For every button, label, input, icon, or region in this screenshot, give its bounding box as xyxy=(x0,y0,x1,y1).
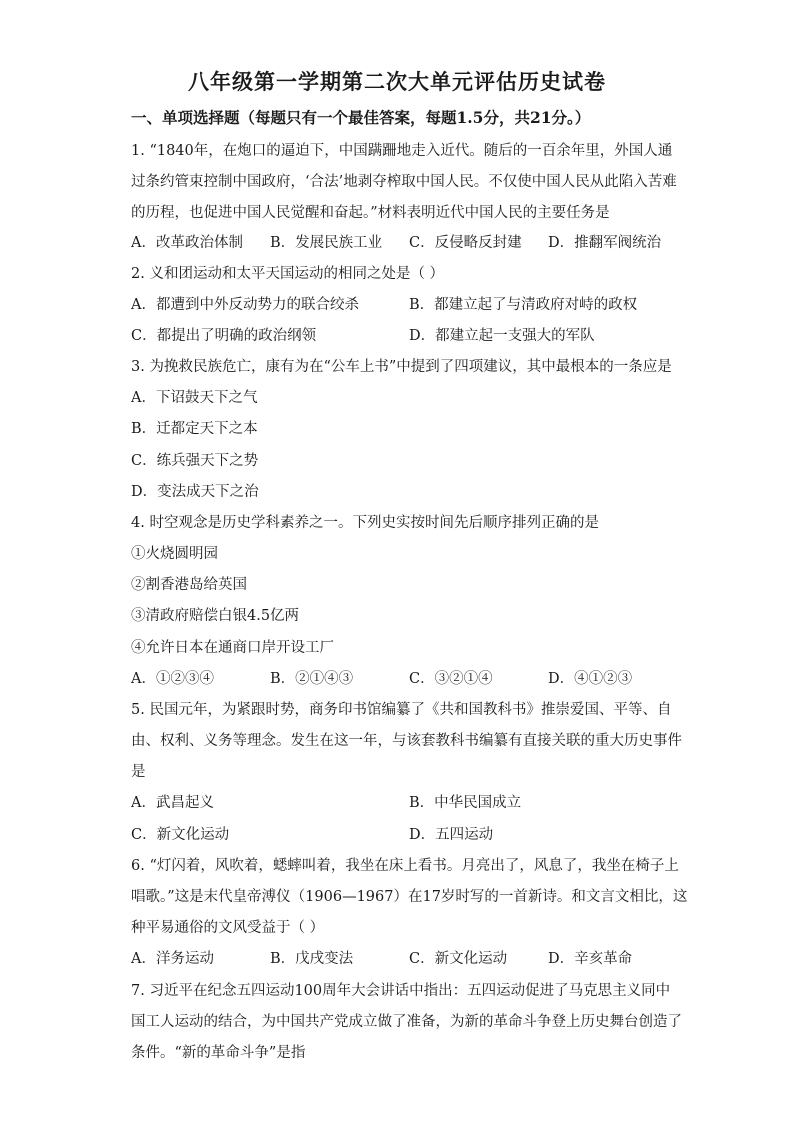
q1-option-a[interactable]: A．改革政治体制 xyxy=(131,235,243,251)
q7-line-2: 国工人运动的结合，为中国共产党成立做了准备，为新的革命斗争登上历史舞台创造了 xyxy=(131,1014,682,1030)
q4-item-1: ①火烧圆明园 xyxy=(131,546,218,562)
q2-option-b[interactable]: B．都建立起了与清政府对峙的政权 xyxy=(409,297,638,313)
q3-line-1: 3. 为挽救民族危亡，康有为在“公车上书”中提到了四项建议，其中最根本的一条应是 xyxy=(131,359,672,375)
q2-option-a[interactable]: A．都遭到中外反动势力的联合绞杀 xyxy=(131,297,359,313)
q1-line-1: 1. “1840年，在炮口的逼迫下，中国蹒跚地走入近代。随后的一百余年里，外国人通 xyxy=(131,143,673,159)
q6-line-3: 种平易通俗的文风受益于（ ） xyxy=(131,920,325,936)
q3-option-a[interactable]: A．下诏鼓天下之气 xyxy=(131,390,258,406)
q5-line-2: 由、权利、义务等理念。发生在这一年，与该套教科书编纂有直接关联的重大历史事件 xyxy=(131,733,682,749)
q1-line-2: 过条约管束控制中国政府，‘合法’地剥夺榨取中国人民。不仅使中国人民从此陷入苦难 xyxy=(131,174,677,190)
q5-option-d[interactable]: D．五四运动 xyxy=(409,827,494,843)
q5-option-a[interactable]: A．武昌起义 xyxy=(131,795,214,811)
q6-line-1: 6. “灯闪着，风吹着，蟋蟀叫着，我坐在床上看书。月亮出了，风息了，我坐在椅子上 xyxy=(131,858,679,874)
q5-line-1: 5. 民国元年，为紧跟时势，商务印书馆编纂了《共和国教科书》推崇爱国、平等、自 xyxy=(131,702,672,718)
q6-option-c[interactable]: C．新文化运动 xyxy=(409,951,508,967)
exam-title: 八年级第一学期第二次大单元评估历史试卷 xyxy=(188,69,606,94)
q6-option-b[interactable]: B．戊戌变法 xyxy=(270,951,354,967)
q3-option-c[interactable]: C．练兵强天下之势 xyxy=(131,453,259,469)
q2-line-1: 2. 义和团运动和太平天国运动的相同之处是（ ） xyxy=(131,266,445,282)
q1-option-d[interactable]: D．推翻军阀统治 xyxy=(548,235,662,251)
q4-option-b[interactable]: B．②①④③ xyxy=(270,671,354,687)
q4-item-2: ②割香港岛给英国 xyxy=(131,577,247,593)
q1-option-b[interactable]: B．发展民族工业 xyxy=(270,235,383,251)
q5-option-b[interactable]: B．中华民国成立 xyxy=(409,795,522,811)
q2-option-d[interactable]: D．都建立起一支强大的军队 xyxy=(409,328,595,344)
q4-option-d[interactable]: D．④①②③ xyxy=(548,671,633,687)
q7-line-3: 条件。“新的革命斗争”是指 xyxy=(131,1045,306,1061)
q1-option-c[interactable]: C．反侵略反封建 xyxy=(409,235,522,251)
section-heading: 一、单项选择题（每题只有一个最佳答案，每题1.5分，共21分。） xyxy=(131,108,591,127)
q7-line-1: 7. 习近平在纪念五四运动100周年大会讲话中指出：五四运动促进了马克思主义同中 xyxy=(131,983,671,999)
q6-option-a[interactable]: A．洋务运动 xyxy=(131,951,214,967)
q3-option-b[interactable]: B．迁都定天下之本 xyxy=(131,421,258,437)
q4-item-3: ③清政府赔偿白银4.5亿两 xyxy=(131,608,300,624)
q3-option-d[interactable]: D．变法成天下之治 xyxy=(131,484,259,500)
q1-line-3: 的历程，也促进中国人民觉醒和奋起。”材料表明近代中国人民的主要任务是 xyxy=(131,205,610,221)
q5-option-c[interactable]: C．新文化运动 xyxy=(131,827,230,843)
q6-line-2: 唱歌。”这是末代皇帝溥仪（1906—1967）在17岁时写的一首新诗。和文言文相比，这 xyxy=(131,889,688,905)
q6-option-d[interactable]: D．辛亥革命 xyxy=(548,951,633,967)
q4-option-a[interactable]: A．①②③④ xyxy=(131,671,214,687)
q4-option-c[interactable]: C．③②①④ xyxy=(409,671,493,687)
q2-option-c[interactable]: C．都提出了明确的政治纲领 xyxy=(131,328,317,344)
q5-line-3: 是 xyxy=(131,764,146,780)
q4-item-4: ④允许日本在通商口岸开设工厂 xyxy=(131,640,334,656)
q4-line-1: 4. 时空观念是历史学科素养之一。下列史实按时间先后顺序排列正确的是 xyxy=(131,515,599,531)
